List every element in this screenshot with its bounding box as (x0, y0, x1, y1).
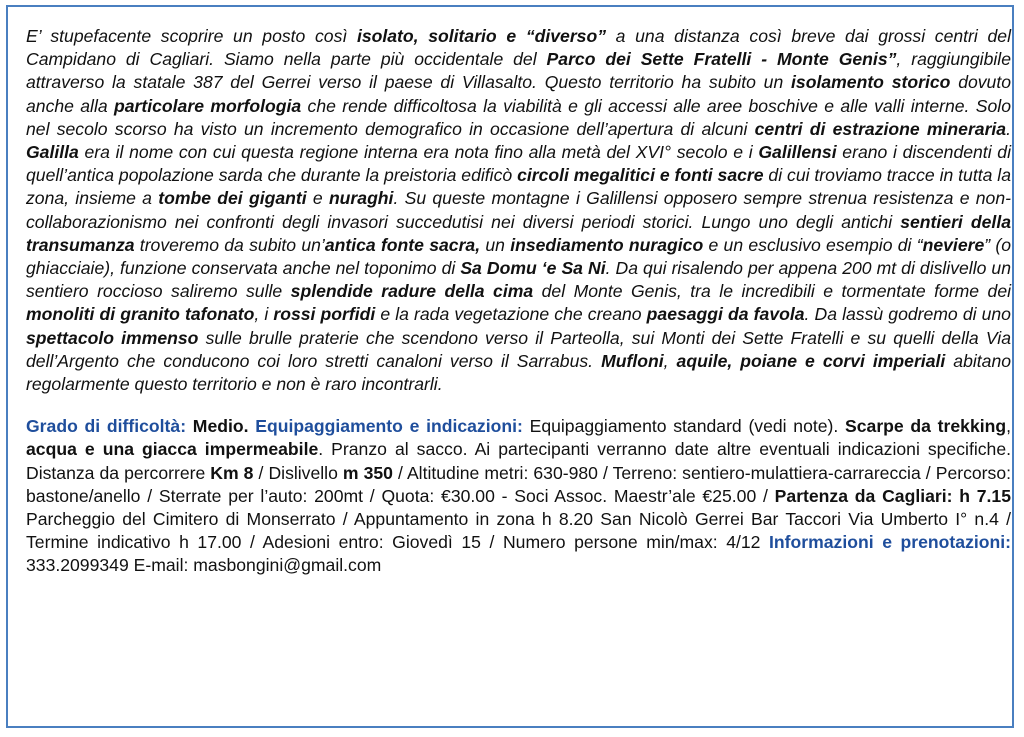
description-text: sulle brulle praterie che scendono verso il Parteolla, sui Monti dei Sette Fratelli e su quelli della Via dell’Argento che conducono coi loro stretti canaloni verso il Sarrabus. (26, 327, 1011, 371)
info-text: Equipaggiamento standard (vedi note). (522, 416, 846, 437)
description-text: . Da qui risalendo per appena 200 mt di dislivello un sentiero roccioso saliremo sulle (26, 258, 1012, 302)
description-highlight: Parco dei Sette Fratelli - Monte Genis” (546, 49, 897, 70)
description-highlight: sentieri della transumanza (26, 211, 1011, 255)
description-text: e la rada vegetazione che creano (375, 304, 647, 325)
description-highlight: circoli megalitici e fonti sacre (517, 165, 764, 186)
description-text: abitano regolarmente questo territorio e non è raro incontrarli. (26, 350, 1012, 395)
description-text: del Monte Genis, tra le incredibili e tormentate forme dei (533, 281, 1012, 302)
description-text: . (1006, 118, 1011, 139)
info-label: Grado di difficoltà: (26, 416, 187, 437)
info-text: Parcheggio del Cimitero di Monserrato / Appuntamento in zona h 8.20 San Nicolò Gerrei Bar Taccori Via Umberto I° n.4 / Termine indicativo h 17.00 / Adesioni entro: Giovedì 15 / Numero persone min/max: 4/12 (26, 509, 1011, 553)
description-text: e un esclusivo esempio di “ (703, 234, 923, 255)
description-text: e (306, 188, 329, 209)
description-text: erano i discendenti di quell’antica popolazione sarda che durante la preistoria edificò (26, 142, 1011, 186)
info-text: , (1006, 416, 1012, 437)
info-label: Informazioni e prenotazioni: (769, 532, 1011, 553)
info-highlight: Partenza da Cagliari: h 7.15 (774, 485, 1011, 506)
info-label: Equipaggiamento e indicazioni: (255, 416, 523, 437)
description-text: che rende difficoltosa la viabilità e gli accessi alle aree boschive e alle valli interne. Solo nel secolo scorso ha visto un incremento demografico in occasione dell’apertura di alcuni (26, 95, 1011, 139)
description-text: . Su queste montagne i Galillensi opposero sempre strenua resistenza e non-collaborazionismo nei confronti degli invasori succedutisi nei diversi periodi storici. Lungo uno degli antichi (26, 188, 1011, 232)
info-highlight: Medio. (192, 416, 249, 437)
description-highlight: rossi porfidi (273, 304, 376, 325)
description-text: un (480, 234, 511, 255)
description-highlight: insediamento nuragico (510, 234, 704, 255)
description-highlight: isolamento storico (791, 72, 951, 93)
description-highlight: aquile, poiane e corvi imperiali (676, 350, 946, 371)
description-text: , i (254, 304, 274, 325)
description-text: , (663, 350, 677, 371)
info-text: / Altitudine metri: 630-980 / Terreno: sentiero-mulattiera-carrareccia / Percorso: bastone/anello / Sterrate per l’auto: 200mt / Quota: €30.00 - Soci Assoc. Maestr’ale €25.00 / (26, 462, 1012, 506)
description-highlight: tombe dei giganti (158, 188, 307, 209)
info-text (186, 416, 193, 436)
info-paragraph (26, 415, 1011, 577)
description-text: E’ stupefacente scoprire un posto così (26, 26, 357, 46)
content (26, 25, 1011, 578)
description-text: ” (o ghiacciaie), funzione conservata anche nel toponimo di (26, 234, 1012, 279)
info-highlight: m 350 (342, 462, 393, 483)
description-highlight: Galilla (26, 142, 79, 163)
description-highlight: paesaggi da favola (646, 304, 805, 325)
info-highlight: Scarpe da trekking (845, 416, 1007, 437)
info-highlight: acqua e una giacca impermeabile (26, 439, 319, 460)
description-highlight: monoliti di granito tafonato (26, 304, 255, 325)
description-highlight: centri di estrazione mineraria (754, 118, 1007, 139)
description-text: . Da lassù godremo di uno (804, 304, 1011, 325)
description-text: era il nome con cui questa regione interna era nota fino alla metà del XVI° secolo e i (78, 142, 759, 163)
description-highlight: Sa Domu ‘e Sa Ni (460, 258, 606, 279)
description-text: , raggiungibile attraverso la statale 387 del Gerrei verso il paese di Villasalto. Questo territorio ha subito un (26, 49, 1011, 93)
info-text: / Dislivello (253, 462, 343, 483)
content-frame (6, 5, 1014, 728)
description-text: a una distanza così breve dai grossi centri del Campidano di Cagliari. Siamo nella parte più occidentale del (26, 26, 1011, 70)
description-highlight: splendide radure della cima (290, 281, 534, 302)
info-text: 333.2099349 E-mail: masbongini@gmail.com (26, 555, 382, 576)
description-text: di cui troviamo tracce in tutta la zona, insieme a (26, 165, 1011, 209)
description-highlight: Galillensi (758, 142, 837, 163)
description-highlight: isolato, solitario e “diverso” (356, 26, 606, 46)
description-highlight: nuraghi (328, 188, 394, 209)
description-highlight: antica fonte sacra, (324, 234, 481, 255)
info-highlight: Km 8 (210, 462, 254, 483)
description-paragraph (26, 25, 1011, 396)
description-highlight: spettacolo immenso (26, 327, 199, 348)
description-highlight: neviere (922, 234, 985, 255)
description-highlight: Mufloni (601, 350, 664, 371)
description-text: dovuto anche alla (26, 72, 1012, 116)
description-text: troveremo da subito un’ (134, 234, 325, 255)
description-highlight: particolare morfologia (114, 95, 302, 116)
info-text: . Pranzo al sacco. Ai partecipanti verranno date altre eventuali indicazioni specifiche. Distanza da percorrere (26, 439, 1012, 483)
